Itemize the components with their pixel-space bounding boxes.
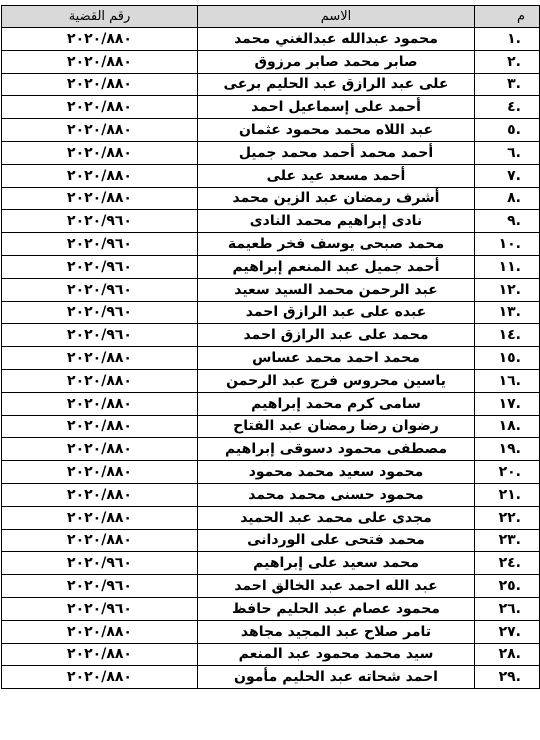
case-number-cell: ٢٠٢٠/٨٨٠ [2, 187, 198, 210]
table-row [2, 141, 540, 164]
row-number-cell: .٢٠ [475, 461, 540, 484]
name-cell: محمود سعيد محمد محمود [198, 461, 475, 484]
table-row [2, 278, 540, 301]
row-number-cell: .١٠ [475, 233, 540, 256]
row-number-cell: .١٣ [475, 301, 540, 324]
table-row [2, 119, 540, 142]
row-number-cell: .١٦ [475, 369, 540, 392]
table-row [2, 415, 540, 438]
name-cell: أحمد محمد أحمد محمد جميل [198, 141, 475, 164]
name-cell: مصطفى محمود دسوقى إبراهيم [198, 438, 475, 461]
table-row [2, 392, 540, 415]
table-row [2, 50, 540, 73]
case-number-cell: ٢٠٢٠/٨٨٠ [2, 369, 198, 392]
name-cell: أحمد مسعد عيد على [198, 164, 475, 187]
case-number-cell: ٢٠٢٠/٨٨٠ [2, 164, 198, 187]
header-number: م [475, 6, 540, 28]
name-cell: رضوان رضا رمضان عبد الفتاح [198, 415, 475, 438]
name-cell: مجدى على محمد عبد الحميد [198, 506, 475, 529]
defendants-sheet [1, 5, 539, 689]
header-name: الاسم [198, 6, 475, 28]
case-number-cell: ٢٠٢٠/٨٨٠ [2, 392, 198, 415]
table-row [2, 187, 540, 210]
case-number-cell: ٢٠٢٠/٩٦٠ [2, 278, 198, 301]
row-number-cell: .١٨ [475, 415, 540, 438]
name-cell: نادى إبراهيم محمد النادى [198, 210, 475, 233]
row-number-cell: .١٩ [475, 438, 540, 461]
case-number-cell: ٢٠٢٠/٨٨٠ [2, 73, 198, 96]
name-cell: محمد على عبد الرازق احمد [198, 324, 475, 347]
case-number-cell: ٢٠٢٠/٨٨٠ [2, 643, 198, 666]
case-number-cell: ٢٠٢٠/٨٨٠ [2, 28, 198, 51]
case-number-cell: ٢٠٢٠/٨٨٠ [2, 119, 198, 142]
row-number-cell: .٢ [475, 50, 540, 73]
case-number-cell: ٢٠٢٠/٨٨٠ [2, 506, 198, 529]
case-number-cell: ٢٠٢٠/٨٨٠ [2, 529, 198, 552]
name-cell: محمود حسنى محمد محمد [198, 483, 475, 506]
table-row [2, 552, 540, 575]
table-row [2, 438, 540, 461]
case-number-cell: ٢٠٢٠/٨٨٠ [2, 96, 198, 119]
row-number-cell: .٢٣ [475, 529, 540, 552]
name-cell: عبده على عبد الرازق احمد [198, 301, 475, 324]
case-number-cell: ٢٠٢٠/٨٨٠ [2, 461, 198, 484]
row-number-cell: .٦ [475, 141, 540, 164]
case-number-cell: ٢٠٢٠/٩٦٠ [2, 552, 198, 575]
name-cell: على عبد الرازق عبد الحليم برعى [198, 73, 475, 96]
name-cell: ياسين محروس فرج عبد الرحمن [198, 369, 475, 392]
name-cell: صابر محمد صابر مرزوق [198, 50, 475, 73]
name-cell: محمد احمد محمد عساس [198, 347, 475, 370]
case-number-cell: ٢٠٢٠/٩٦٠ [2, 301, 198, 324]
name-cell: تامر صلاح عبد المجيد مجاهد [198, 620, 475, 643]
case-number-cell: ٢٠٢٠/٩٦٠ [2, 324, 198, 347]
name-cell: سامى كرم محمد إبراهيم [198, 392, 475, 415]
row-number-cell: .٨ [475, 187, 540, 210]
table-row [2, 483, 540, 506]
defendants-table [1, 5, 540, 689]
name-cell: عبد اللاه محمد محمود عثمان [198, 119, 475, 142]
table-row [2, 369, 540, 392]
table-row [2, 96, 540, 119]
name-cell: سيد محمد محمود عبد المنعم [198, 643, 475, 666]
case-number-cell: ٢٠٢٠/٨٨٠ [2, 50, 198, 73]
table-row [2, 529, 540, 552]
case-number-cell: ٢٠٢٠/٩٦٠ [2, 597, 198, 620]
row-number-cell: .٧ [475, 164, 540, 187]
table-row [2, 301, 540, 324]
row-number-cell: .١١ [475, 255, 540, 278]
table-row [2, 597, 540, 620]
name-cell: محمد سعيد على إبراهيم [198, 552, 475, 575]
table-row [2, 666, 540, 689]
name-cell: عبد الله احمد عبد الخالق احمد [198, 575, 475, 598]
table-row [2, 164, 540, 187]
case-number-cell: ٢٠٢٠/٨٨٠ [2, 666, 198, 689]
case-number-cell: ٢٠٢٠/٨٨٠ [2, 483, 198, 506]
name-cell: محمود عبدالله عبدالغني محمد [198, 28, 475, 51]
name-cell: محمد فتحى على الوردانى [198, 529, 475, 552]
name-cell: احمد شحاته عبد الحليم مأمون [198, 666, 475, 689]
row-number-cell: .٥ [475, 119, 540, 142]
table-row [2, 506, 540, 529]
header-case-number: رقم القضية [2, 6, 198, 28]
table-row [2, 28, 540, 51]
row-number-cell: .١٥ [475, 347, 540, 370]
row-number-cell: .٢٧ [475, 620, 540, 643]
table-row [2, 643, 540, 666]
table-row [2, 620, 540, 643]
table-row [2, 210, 540, 233]
row-number-cell: .٢٨ [475, 643, 540, 666]
name-cell: عبد الرحمن محمد السيد سعيد [198, 278, 475, 301]
case-number-cell: ٢٠٢٠/٨٨٠ [2, 347, 198, 370]
row-number-cell: .٤ [475, 96, 540, 119]
row-number-cell: .١٧ [475, 392, 540, 415]
case-number-cell: ٢٠٢٠/٨٨٠ [2, 438, 198, 461]
case-number-cell: ٢٠٢٠/٨٨٠ [2, 415, 198, 438]
case-number-cell: ٢٠٢٠/٩٦٠ [2, 233, 198, 256]
table-row [2, 255, 540, 278]
table-row [2, 73, 540, 96]
row-number-cell: .٢٢ [475, 506, 540, 529]
row-number-cell: .٢٥ [475, 575, 540, 598]
row-number-cell: .٢١ [475, 483, 540, 506]
table-row [2, 575, 540, 598]
name-cell: أحمد جميل عبد المنعم إبراهيم [198, 255, 475, 278]
name-cell: أحمد على إسماعيل احمد [198, 96, 475, 119]
row-number-cell: .١٢ [475, 278, 540, 301]
table-row [2, 324, 540, 347]
row-number-cell: .٩ [475, 210, 540, 233]
row-number-cell: .٢٤ [475, 552, 540, 575]
header-row [2, 6, 540, 28]
row-number-cell: .٢٦ [475, 597, 540, 620]
case-number-cell: ٢٠٢٠/٩٦٠ [2, 575, 198, 598]
name-cell: محمود عصام عبد الحليم حافظ [198, 597, 475, 620]
case-number-cell: ٢٠٢٠/٩٦٠ [2, 210, 198, 233]
row-number-cell: .٣ [475, 73, 540, 96]
table-row [2, 233, 540, 256]
row-number-cell: .١ [475, 28, 540, 51]
case-number-cell: ٢٠٢٠/٨٨٠ [2, 141, 198, 164]
case-number-cell: ٢٠٢٠/٩٦٠ [2, 255, 198, 278]
name-cell: أشرف رمضان عبد الزين محمد [198, 187, 475, 210]
table-body [2, 28, 540, 689]
table-row [2, 461, 540, 484]
table-row [2, 347, 540, 370]
row-number-cell: .١٤ [475, 324, 540, 347]
table-header [2, 6, 540, 28]
name-cell: محمد صبحى يوسف فخر طعيمة [198, 233, 475, 256]
case-number-cell: ٢٠٢٠/٨٨٠ [2, 620, 198, 643]
row-number-cell: .٢٩ [475, 666, 540, 689]
